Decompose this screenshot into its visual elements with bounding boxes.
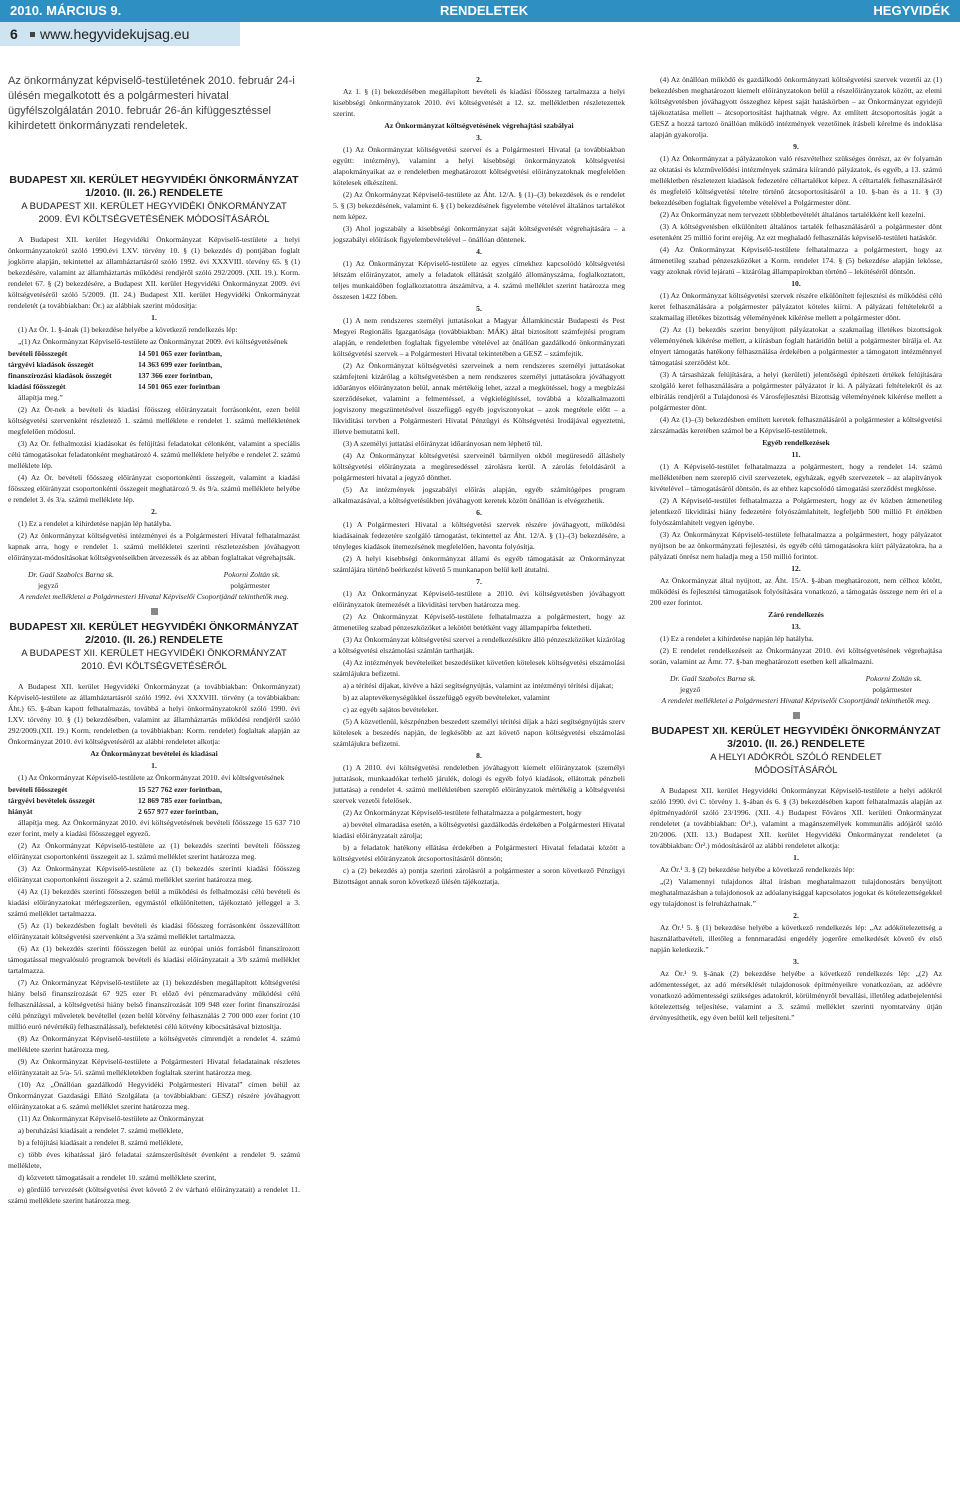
paragraph: (11) Az Önkormányzat Képviselő-testülete az Önkormányzat [18,1114,204,1123]
paragraph: Az Önkormányzat által nyújtott, az Áht. 15/A. §-ában meghatározott, nem célhoz kötött, működési és fejlesztési támogatások folyósítására vonatkozó, a támogatás összege nem éri el a 200 ezer forintot. [650,576,942,607]
issue-date: 2010. MÁRCIUS 9. [10,3,122,18]
paragraph: (4) Az Önkormányzat Képviselő-testülete felhatalmazza a polgármestert, hogy az átmenetileg szabad pénzeszközöket a Korm. rendelet 174. § (5) bekezdése alapján lekösse, vagy azoknak rövid lejáratú – kizárólag állampapírokban történő – lekötéséről döntsön. [650,245,942,276]
bullet-icon [30,32,35,37]
paragraph: „(2) Valamennyi tulajdonos által írásban meghatalmazott tulajdonostárs benyújtott meghatalmazásban a tulajdonosok az adóalanyisággal kapcsolatos jogokat és kötelezettségekkel egy tulajdonost is felruházhatnak.” [650,877,942,908]
subtitle: Az Önkormányzat költségvetésének végrehajtási szabályai [384,121,574,130]
paragraph: (3) Ahol jogszabály a kisebbségi önkormányzat saját költségvetését végrehajtására – a jogszabályi előírások figyelembevételével – önállóan döntenek. [333,224,625,244]
paragraph: b) az alaptevékenységükkel összefüggő egyéb bevételeket, valamint [343,693,550,702]
paragraph: (3) Az Önkormányzat költségvetési szervei a rendelkezésükre álló pénzeszközöket kizárólag a költségvetési elszámolási számlán tarthatják. [333,635,625,655]
paragraph: (1) Az Ör. 1. §-ának (1) bekezdése helyébe a következő rendelkezés lép: [18,325,238,334]
section-number: 3. [476,133,482,142]
paragraph: állapítja meg. Az Önkormányzat 2010. évi költségvetésének bevételi főösszege 15 637 710 ezer forint, mely a kiadási főösszeggel egyező. [8,818,300,838]
paragraph: (1) Az Önkormányzat Képviselő-testülete az Önkormányzat 2010. évi költségvetésének [18,773,285,782]
paragraph: (10) Az „Önállóan gazdálkodó Hegyvidéki Polgármesteri Hivatal” címen belül az Önkormányzat Gazdasági Ellátó Szolgálata (a továbbiakban: GESZ) részére jóváhagyott előirányzatokat a 6. számú melléklet szerint határozza meg. [8,1080,300,1111]
paragraph: (3) A személyi juttatási előirányzat időarányosan nem léphető túl. [343,439,543,448]
section-number: 10. [791,279,801,288]
paragraph: (2) Az Önkormányzat nem tervezett többletbevételét általános tartalékként kell kezelni. [660,210,926,219]
paragraph: A Budapest XII. kerület Hegyvidéki Önkormányzat Képviselő-testülete a helyi adókról szóló 1990. évi C. törvény 1. §-ában és 6. § (3) bekezdésében kapott felhatalmazás alapján az építményadóról szóló 23/1996. (XII. 4.) Budapest Főváros XII. kerületi Önkormányzat rendeletet (a továbbiakban: Ör¹.), valamint a magánszemélyek kommunális adójáról szóló 20/2006. (XII. 13.) Budapest XII. kerület Hegyvidéki Önkormányzat rendeletet (a továbbiakban: Ör².) módosításáról az alábbi rendeletet alkotja: [650,786,942,850]
subtitle: Egyéb rendelkezések [762,438,830,447]
paragraph: A Budapest XII. kerület Hegyvidéki Önkormányzat Képviselő-testülete a helyi önkormányzatokról szóló 1990.évi LXV. törvény 10. § (1) bekezdés d) pontjában foglalt jogkörre alapján, tekintettel az államháztartásról szóló 1992. évi XXXVIII. törvény 65. § (1) bekezdésére, valamint az államháztartás működési rendjéről szóló 292/2009. (XII. 19.). Korm. rendelet 67. § (2) bekezdésére, a Budapest XII. kerület Hegyvidéki Önkormányzat 2009. évi költségvetéséről szóló 5/2009. (II. 24.) Budapest XII. kerület Hegyvidéki Önkormányzat rendeletét (a továbbiakban: Ör.) az alábbiak szerint módosítja: [8,235,300,310]
paragraph: b) a felújítási kiadásait a rendelet 8. számú melléklete, [18,1138,183,1147]
paragraph: (2) A Képviselő-testület felhatalmazza a Polgármestert, hogy az év közben átmenetileg jelentkező likviditási hiány fedezetére folyószámlahitelt, legfeljebb 500 millió Ft értékben folyószámlahitelt vegyen igénybe. [650,496,942,527]
column-3 [650,74,942,1024]
section-number: 7. [476,577,482,586]
paragraph: (1) A 2010. évi költségvetési rendeletben jóváhagyott kiemelt előirányzatok (személyi juttatások, munkaadókat terhelő járulék, dologi és egyéb folyó kiadások, ellátottak pénzbeli juttatása) a rendelet 4. számú mellékletében szereplő előirányzatok mértékéig a költségvetési szervek vezetői felelősek. [333,763,625,805]
paragraph: (2) Az Önkormányzat Képviselő-testülete az Áht. 12/A. § (1)–(3) bekezdések és e rendelet 5. § (3) bekezdésének, valamint 6. § (1) bekezdésének figyelembe vételével általános tartalékot nem képez. [333,190,625,221]
signature-roles: jegyző polgármester [680,685,912,694]
paragraph: „(1) Az Önkormányzat Képviselő-testülete az Önkormányzat 2009. évi költségvetésének [18,337,288,346]
paragraph: (2) Az Önkormányzat Képviselő-testülete felhatalmazza a polgármestert, hogy az átmenetileg szabad pénzeszközöket a lekötött betétként vagy állampapírba fektetheti. [333,612,625,632]
section-number: 1. [793,853,799,862]
paragraph: (3) A költségvetésben elkülönített általános tartalék felhasználásáról a polgármester dönt esetenként 25 millió forint erejéig. Az ezt meghaladó felhasználás képviselő-testületi hatáskör. [650,222,942,242]
paragraph: (3) Az Önkormányzat Képviselő-testülete felhatalmazza a polgármestert, hogy pályázatot nyújtson be az önkormányzati fejlesztési, és egyéb célú támogatásokra kiírt pályázatokra, ha a pályázati önrész nem haladja meg a 150 millió forintot. [650,530,942,561]
amount-row: tárgyévi bevételek összegét 12 869 785 ezer forintban, [8,796,223,805]
paragraph: (5) Az intézmények jogszabályi előírás alapján, egyéb számítógépes program alkalmazásával, a költségvetésükben jóváhagyott keretek között önállóan is elvégezhetik. [333,485,625,505]
paragraph: (2) Az Önkormányzat költségvetési szerveinek a nem rendszeres személyi juttatásokat számfejteni kizárólag a költségvetésben a nem rendszeres személyi juttatásokra jóváhagyott időarányos előirányzaton belül, annak mértékéig lehet, azzal a megkötéssel, hogy a megbízási szerződéseket, valamint a felmentéssel, a végkielégítéssel, továbbá a közalkalmazotti jogviszony megszüntetésével összefüggő egyéb jogviszonyokat – azok megtétele előtt – a likviditási tervben a Polgármesteri Hivatal Pénzügyi és Költségvetési Irodájával egyeztetni, illetve bemutatni kell. [333,361,625,436]
paragraph: a) a térítési díjakat, kivéve a házi segítségnyújtás, valamint az intézményi térítési díjakat; [343,681,614,690]
paragraph: (3) Az Önkormányzat Képviselő-testülete az (1) bekezdés szerinti kiadási főösszeg előirányzat csoportonkénti összegeit a 2. számú melléklet szerint határozza meg. [8,864,300,884]
column-2 [333,74,625,888]
paragraph: (4) Az intézmények bevételeiket beszedésüket követően kötelesek költségvetési elszámolási számlájukra befizetni. [333,658,625,678]
paragraph: (9) Az Önkormányzat Képviselő-testülete a Polgármesteri Hivatal feladatainak részletes előirányzatait az 5/a- 5/i. számú mellékletekben foglaltak szerint határozza meg. [8,1057,300,1077]
amount-row: kiadási főösszegét 14 501 065 ezer forintban [8,382,221,391]
section-number: 13. [791,622,801,631]
paragraph: c) a (2) bekezdés a) pontja szerinti zárolásról a polgármester a soron következő Pénzügyi Bizottságot annak soron következő ülésén tájékoztatja. [333,866,625,886]
section-number: 8. [476,751,482,760]
paragraph: (2) A helyi kisebbségi önkormányzat állami és egyéb támogatását az Önkormányzat számlájára történő beérkezést követő 5 munkanapon belül kell átutalni. [333,554,625,574]
paragraph: a) bevétel elmaradása esetén, a költségvetési gazdálkodás érdekében a Polgármesteri Hivatal kiadási előirányzatait zárolja; [333,820,625,840]
amount-row: bevételi főösszegét 15 527 762 ezer forintban, [8,785,223,794]
paragraph: (4) Az Önkormányzat költségvetési szerveinél bármilyen okból megüresedő álláshely költségvetési előirányzata a megüresedéssel zárolásra kerül. A zárolás feloldásáról a polgármesteri hivatal a jegyző dönthet. [333,451,625,482]
paragraph: b) a feladatok hatékony ellátása érdekében a Polgármesteri Hivatal feladatai között a költségvetési előirányzatok átcsoportosításáról döntsön; [333,843,625,863]
section-number: 2. [476,75,482,84]
signature-roles: jegyző polgármester [38,581,270,590]
paragraph: (2) Az Önkormányzat Képviselő-testülete az (1) bekezdés szerinti bevételi főösszeg előirányzat csoportonkénti összegeit az 1. számú melléklet szerint határozza meg. [8,841,300,861]
paragraph: (1) Ez a rendelet a kihirdetése napján lép hatályba. [18,519,172,528]
subtitle: Az Önkormányzat bevételei és kiadásai [90,749,218,758]
paragraph: (2) E rendelet rendelkezéseit az Önkormányzat 2010. évi költségvetésének végrehajtása során, valamint az Ámr. 77. §-ban meghatározott esetben kell alkalmazni. [650,646,942,666]
paragraph: (1) A nem rendszeres személyi juttatásokat a Magyar Államkincstár Budapesti és Pest Megyei Regionális Igazgatósága (továbbiakban: MÁK) által biztosított számfejtési program alapján, e rendeletben foglaltak figyelembe vételével az önállóan gazdálkodó önkormányzati költségvetési szervek – a Polgármesteri Hivatal tekintetében a GESZ – számfejtik. [333,316,625,358]
section-number: 5. [476,304,482,313]
website-url: www.hegyvidekujsag.eu [40,26,190,42]
paragraph: (3) Az Ör. felhalmozási kiadásokat és felújítási feladatokat célonként, valamint a speciális célú támogatásokat feladatonként meghatározó 4. számú melléklete helyébe e rendelet 2. számú melléklete lép. [8,439,300,470]
paragraph: c) több éves kihatással járó feladatai számszerűsítését évenként a rendelet 9. számú melléklete, [8,1150,300,1170]
annex-note: A rendelet mellékletei a Polgármesteri Hivatal Képviselői Csoportjánál tekinthetők meg. [661,696,931,705]
paragraph: Az Ör.¹ 5. § (1) bekezdése helyébe a következő rendelkezés lép: „Az adókötelezettség a használatbavételi, illetőleg a fennmaradási engedély jogerőre emelkedését követő év első napján keletkezik.” [650,923,942,954]
paragraph: c) az egyéb sajátos bevételeket. [343,705,439,714]
paragraph: (2) Az önkormányzat költségvetési intézményei és a Polgármesteri Hivatal felhatalmazást kapnak arra, hogy e rendelet 1. számú mellékletei szerinti részletezésben jóváhagyott előirányzat-módosításokat költségvetéseikben átvezessék és az abban foglaltakat végrehajtsák. [8,531,300,562]
paragraph: Az Ör.¹ 3. § (2) bekezdése helyébe a következő rendelkezés lép: [660,865,855,874]
paragraph: (7) Az Önkormányzat Képviselő-testülete az (1) bekezdésben megállapított költségvetési hiány belső finanszírozását 67 925 ezer Ft előző évi pénzmaradvány működési célú felhasználással, a költségvetési hiány belső finanszírozását 109 948 ezer forint finanszírozási célú pénzügyi műveletek bevétellel (ezen belül kötvény felhasználás 2 700 000 ezer forint (10 millió euró névértékű) felhasználással), befektetési célú kötvény kibocsátásával biztosítja. [8,978,300,1031]
paragraph: (4) Az (1)–(3) bekezdésben említett keretek felhasználásáról a polgármester a költségvetési zárszámadás keretében számol be a Képviselő-testületnek. [650,415,942,435]
section-number: 6. [476,508,482,517]
paragraph: (6) Az (1) bekezdés szerinti főösszegen belül az európai uniós forrásból finanszírozott támogatással megvalósuló programok bevételi és kiadási előirányzatait a 3/b számú melléklet tartalmazza. [8,944,300,975]
paragraph: (1) Az Önkormányzat költségvetési szervek részére elkülönített fejlesztési és működési célú keret felhasználására a polgármester pályázatot köteles kiírni. A pályázati feltételekről a szakmailag illetékes bizottság véleményének kikérése mellett a polgármester dönt. [650,291,942,322]
amount-row: bevételi főösszegét 14 501 065 ezer forintban, [8,349,223,358]
amount-row: tárgyévi kiadások összegét 14 363 699 ezer forintban, [8,360,223,369]
page-number: 6 [10,26,18,42]
section-number: 1. [151,313,157,322]
paragraph: (1) Az Önkormányzat Képviselő-testülete az egyes címekhez kapcsolódó költségvetési létszám előirányzatot, amely a feladatok ellátását szolgáló állományszáma, foglalkoztatott, teljes munkaidőben foglalkoztatottra átszámítva, a 4. számú melléklet szerint határozza meg összesen 1422 főben. [333,259,625,301]
paragraph: (2) Az Ör-nek a bevételi és kiadási főösszeg előirányzatait forrásonként, ezen belül költségvetési szervenként részletező 1. számú melléklete e rendelet 1. számú mellékletének megfelelően módosul. [8,405,300,436]
paragraph: e) gördülő tervezését (költségvetési évet követő 2 év várható előirányzatait) a rendelet 11. számú melléklete szerint határozza meg. [8,1185,300,1205]
paragraph: (1) A Képviselő-testület felhatalmazza a polgármestert, hogy a rendelet 14. számú mellékletében nem szereplő civil szervezetek, egyházak, egyéb szervezetek – az alapítványok kivételével – támogatásáról döntsön, és az ehhez kapcsolódó támogatási szerződést megkösse. [650,462,942,493]
page-info-bar [0,22,240,46]
section-title: RENDELETEK [440,3,529,18]
paragraph: állapítja meg.” [18,393,63,402]
signature-block: Dr. Gaál Szabolcs Barna sk. Pokorni Zoltán sk. [670,674,922,683]
paragraph: d) közvetett támogatásait a rendelet 10. számú melléklete szerint, [18,1173,217,1182]
signature-block: Dr. Gaál Szabolcs Barna sk. Pokorni Zoltán sk. [28,570,280,579]
section-number: 11. [791,450,801,459]
section-number: 2. [151,507,157,516]
separator-square [151,608,158,615]
amount-row: hiányát 2 657 977 ezer forintban, [8,807,219,816]
separator-square [793,712,800,719]
section-number: 3. [793,957,799,966]
paragraph: (1) Az Önkormányzat Képviselő-testülete a 2010. évi költségvetésben jóváhagyott előirányzatok ütemezését a likviditási tervben határozza meg. [333,589,625,609]
top-bar [0,0,960,22]
paragraph: (8) Az Önkormányzat Képviselő-testülete a költségvetés címrendjét a rendelet 4. számú melléklete szerint határozza meg. [8,1034,300,1054]
magazine-name: HEGYVIDÉK [873,3,950,18]
paragraph: (4) Az (1) bekezdés szerinti főösszegen belül a működési és felhalmozási célú bevételi és kiadási előirányzatokat mérlegszerűen, egymástól elkülönítetten, tájékoztató jelleggel a 3. számú melléklet tartalmazza. [8,887,300,918]
section-number: 4. [476,247,482,256]
paragraph: (4) Az Ör. bevételi főösszeg előirányzat csoportonkénti összegeit, valamint a kiadási főösszeg előirányzat csoportonkénti összegeit meghatározó 9. és 9/a. számú melléklete helyébe e rendelet 3. és 3/a. számú melléklete lép. [8,473,300,504]
section-number: 12. [791,564,801,573]
paragraph: (1) Az Önkormányzat költségvetési szervei és a Polgármesteri Hivatal (a továbbiakban együtt: intézmény), valamint a helyi kisebbségi önkormányzatok költségvetési alapokmányaikat az e rendeletben meghatározott költségvetési előirányzatoknak megfelelően kötelesek elkészíteni. [333,145,625,187]
subtitle: Záró rendelkezés [768,610,824,619]
paragraph: (5) A közvetlenül, készpénzben beszedett személyi térítési díjak a házi segítségnyújtás szerv kötelesek a beszedés napján, de legkésőbb az azt követő napon költségvetési elszámolási számlájukra befizetni. [333,717,625,748]
decree2-heading: BUDAPEST XII. KERÜLET HEGYVIDÉKI ÖNKORMÁNYZAT 2/2010. (II. 26.) RENDELETE A BUDAPEST XII. KERÜLET HEGYVIDÉKI ÖNKORMÁNYZAT 2010. ÉVI KÖLTSÉGVETÉSÉRŐL [9,621,299,672]
section-number: 9. [793,142,799,151]
paragraph: Az Ör.¹ 9. §-ának (2) bekezdése helyébe a következő rendelkezés lép: „(2) Az adómentességet, az adó mérséklését tulajdonosok építményeikre vonatkozóan, az adóévre vonatkozó adómentességi szükséges adatokról, körülményről bevallási, illetőleg adatbejelentési kötelezettség teljesítése, valamint a 3. számú melléklet szerinti nyomtatvány útján érvényesíthetik, egy éven belül kell teljesíteni.” [650,969,942,1022]
section-number: 2. [793,911,799,920]
decree3-heading: BUDAPEST XII. KERÜLET HEGYVIDÉKI ÖNKORMÁNYZAT 3/2010. (II. 26.) RENDELETE A HELYI ADÓKRÓL SZÓLÓ RENDELET MÓDOSÍTÁSÁRÓL [651,725,941,776]
paragraph: Az 1. § (1) bekezdésében megállapított bevételi és kiadási főösszeg tartalmazza a helyi kisebbségi önkormányzatok 2010. évi költségvetését a 12. sz. mellékletben részletezettek szerint. [333,87,625,118]
paragraph: (4) Az önállóan működő és gazdálkodó önkormányzati költségvetési szervek vezetői az (1) bekezdésben meghatározott kiemelt előirányzatokon belül a részelőirányzatok között, az elemi költségvetésben jóváhagyott összeghez képest saját hatáskörben – az Önkormányzat egyidejű tájékoztatása mellett – átcsoportosítást hajthatnak végre. Az említett átcsoportosítás jogát a GESZ a hozzá tartozó önállóan működő intézmények vezetőinek írásbeli kérelme és indoklása alapján gyakorolja. [650,75,942,139]
paragraph: (1) Ez a rendelet a kihirdetése napján lép hatályba. [660,634,814,643]
decree1-heading: BUDAPEST XII. KERÜLET HEGYVIDÉKI ÖNKORMÁNYZAT 1/2010. (II. 26.) RENDELETE A BUDAPEST XII. KERÜLET HEGYVIDÉKI ÖNKORMÁNYZAT 2009. ÉVI KÖLTSÉGVETÉSÉNEK MÓDOSÍTÁSÁRÓL [9,174,299,225]
intro-text: Az önkormányzat képviselő-testületének 2010. február 24-i ülésén megalkotott és a polgármesteri hivatal ügyfélszolgálatán 2010. február 26-án kifüggesztéssel kihirdetett önkormányzati rendeletek. [8,75,295,132]
paragraph: (1) A Polgármesteri Hivatal a költségvetési szervek részére jóváhagyott, működési kiadásainak fedezetére szolgáló támogatást, tekintettel az Áht. 12/A. § (1)–(3) bekezdésére, a tényleges kiadások ütemezésének megfelelően, havonta folyósítja. [333,520,625,551]
annex-note: A rendelet mellékletei a Polgármesteri Hivatal Képviselői Csoportjánál tekinthetők meg. [19,592,289,601]
paragraph: (5) Az (1) bekezdésben foglalt bevételi és kiadási főösszeg forrásonként összevállított előirányzatait költségvetési szervenként a 3/a számú melléklet tartalmazza. [8,921,300,941]
paragraph: (2) Az Önkormányzat Képviselő-testülete felhatalmazza a polgármestert, hogy [343,808,582,817]
paragraph: (3) A társasházak felújítására, a helyi (kerületi) jelentőségű építészeti értékek felújítására szolgáló keret felhasználására a polgármester pályázatot ír ki. A pályázati feltételekről és az elbírálás rendjéről a Tulajdonosi és Városfejlesztési Bizottság véleményének kikérése mellett a polgármester dönt. [650,370,942,412]
amount-row: finanszírozási kiadások összegét 137 366 ezer forintban, [8,371,213,380]
column-1 [8,74,300,1207]
paragraph: a) beruházási kiadásait a rendelet 7. számú melléklete, [18,1126,184,1135]
paragraph: A Budapest XII. kerület Hegyvidéki Önkormányzat (a továbbiakban: Önkormányzat) Képviselő-testülete az államháztartásról szóló 1992. évi XXXVIII. törvény (a továbbiakban: Áht.) 65. §-ában kapott felhatalmazás, továbbá a helyi önkormányzatokról szóló 1990. évi LXV. törvény 10. § (1) bekezdésében, valamint az államháztartás működési rendjéről szóló 292/2009.(XII. 19.) Korm. rendeletben (a továbbiakban: Korm. rendelet) foglaltak alapján az Önkormányzat 2010. évi költségvetéséről az alábbi rendeletet alkotja: [8,682,300,746]
paragraph: (1) Az Önkormányzat a pályázatokon való részvételhez szükséges önrészt, az év folyamán az oktatási és közművelődési intézmények számára kiírandó pályázatok, és egyéb, a 13. számú mellékletben részletezett kiadások fedezetére céltartalékot képez. A céltartalék felhasználásáról és megfelelő költségvetési tételre történő átcsoportosításáról a 10. §-ban és a 11. § (3) bekezdésében foglaltak figyelembe vételével a Polgármester dönt. [650,154,942,207]
paragraph: (2) Az (1) bekezdés szerint benyújtott pályázatokat a szakmailag illetékes bizottságok véleményének kikérése mellett, a kiírásban foglalt határidőn belül a polgármester bírálja el. Az elnyert támogatás hatékony felhasználása érdekében a polgármester a támogatott intézménnyel támogatási szerződést köt. [650,325,942,367]
section-number: 1. [151,761,157,770]
